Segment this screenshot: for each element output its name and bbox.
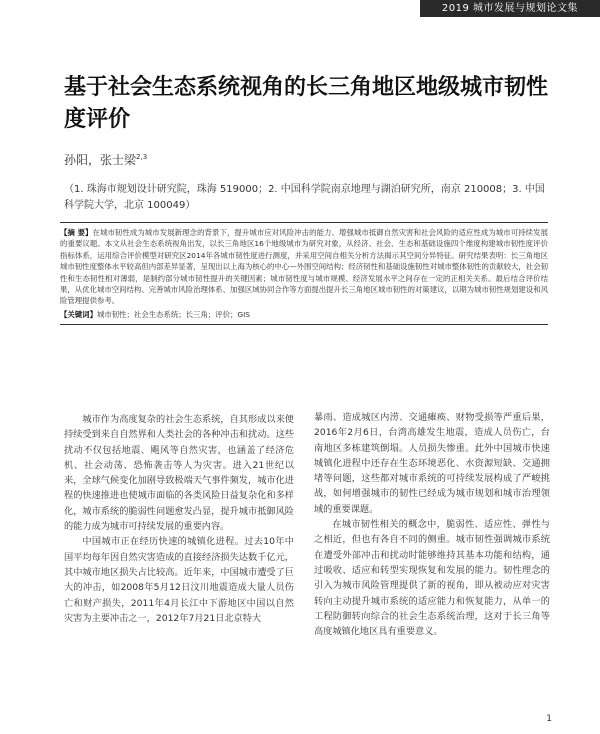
body-paragraph: 中国城市正在经历快速的城镇化进程。过去10年中国平均每年因自然灾害造成的直接经济损失达数千亿元，其中城市地区损失占比较高。近年来，中国城市遭受了巨大的冲击，如2008年5月12日汶川地震造成大量人员伤亡和财产损失，2011年4月长江中下游地区中国以自然灾害为主要冲击之一，2012年7月21日北京特大: [64, 536, 294, 624]
author-names: 孙阳，张士梁: [64, 153, 137, 167]
page-title: 基于社会生态系统视角的长三角地区地级城市韧性度评价: [64, 75, 549, 132]
body-right-column: [314, 410, 550, 639]
body-left-column: [64, 412, 294, 626]
authors: [64, 148, 544, 169]
keywords: [60, 309, 548, 321]
keywords-label: 【关键词】: [60, 309, 97, 319]
abstract: [60, 227, 548, 307]
author-affil-marks: 2,3: [136, 153, 148, 161]
body-paragraph: 城市作为高度复杂的社会生态系统，自其形成以来便持续受到来自自然界和人类社会的各种冲击和扰动。这些扰动不仅包括地震、飓风等自然灾害，也涵盖了经济危机、社会动荡、恐怖袭击等人为灾害。进入21世纪以来，全球气候变化加剧导致极端天气事件频发，城市化进程的快速推进也使城市面临的各类风险日益复杂化和多样化，城市系统的脆弱性问题愈发凸显，提升城市抵御风险的能力成为城市可持续发展的重要内容。: [64, 414, 294, 533]
body-paragraph: 暴雨、造成城区内涝、交通瘫痪、财物受损等严重后果，2016年2月6日，台湾高雄发生地震，造成人员伤亡，台南地区多栋建筑倒塌。人员损失惨重。此外中国城市快速城镇化进程中还存在生态环境恶化、水资源短缺、交通拥堵等问题，这些都对城市系统的可持续发展构成了严峻挑战，如何增强城市的韧性已经成为城市规划和城市治理领域的重要课题。: [314, 412, 550, 515]
keywords-text: 城市韧性；社会生态系统；长三角；评价；GIS: [96, 309, 250, 319]
abstract-box: [60, 222, 548, 325]
abstract-label: 【摘 要】: [60, 228, 93, 237]
header-banner: 2019 城市发展与规划论文集: [420, 0, 600, 17]
abstract-text: 在城市韧性成为城市发展新理念的背景下，提升城市应对风险冲击的能力、增强城市抵御自然灾害和社会风险的适应性成为城市可持续发展的重要议题。本文从社会生态系统视角出发，以长三角地区16个地级城市为研究对象，从经济、社会、生态和基础设施四个维度构建城市韧性度评价指标体系，运用综合评价模型对研究区2014年各城市韧性度进行测度，并采用空间自相关分析方法揭示其空间分异特征。研究结果表明：长三角地区城市韧性度整体水平较高但内部差异显著，呈现出以上海为核心的中心—外围空间结构；经济韧性和基础设施韧性对城市整体韧性的贡献较大，社会韧性和生态韧性相对薄弱，是制约部分城市韧性提升的关键因素；城市韧性度与城市规模、经济发展水平之间存在一定的正相关关系。最后结合评价结果，从优化城市空间结构、完善城市风险治理体系、加强区域协同合作等方面提出提升长三角地区城市韧性的对策建议，以期为城市韧性规划建设和风险管理提供参考。: [60, 228, 548, 306]
body-paragraph: 在城市韧性相关的概念中，脆弱性、适应性、弹性与之相近，但也有各自不同的侧重。城市韧性强调城市系统在遭受外部冲击和扰动时能够维持其基本功能和结构，通过吸收、适应和转型实现恢复和发展的能力。韧性理念的引入为城市风险管理提供了新的视角，即从被动应对灾害转向主动提升城市系统的适应能力和恢复能力，从单一的工程防御转向综合的社会生态系统治理，这对于长三角等高度城镇化地区具有重要意义。: [314, 519, 550, 638]
page-number: 1: [546, 714, 552, 724]
affiliations: （1. 珠海市规划设计研究院，珠海 519000；2. 中国科学院南京地理与湖泊研究所，南京 210008；3. 中国科学院大学，北京 100049）: [64, 184, 545, 211]
